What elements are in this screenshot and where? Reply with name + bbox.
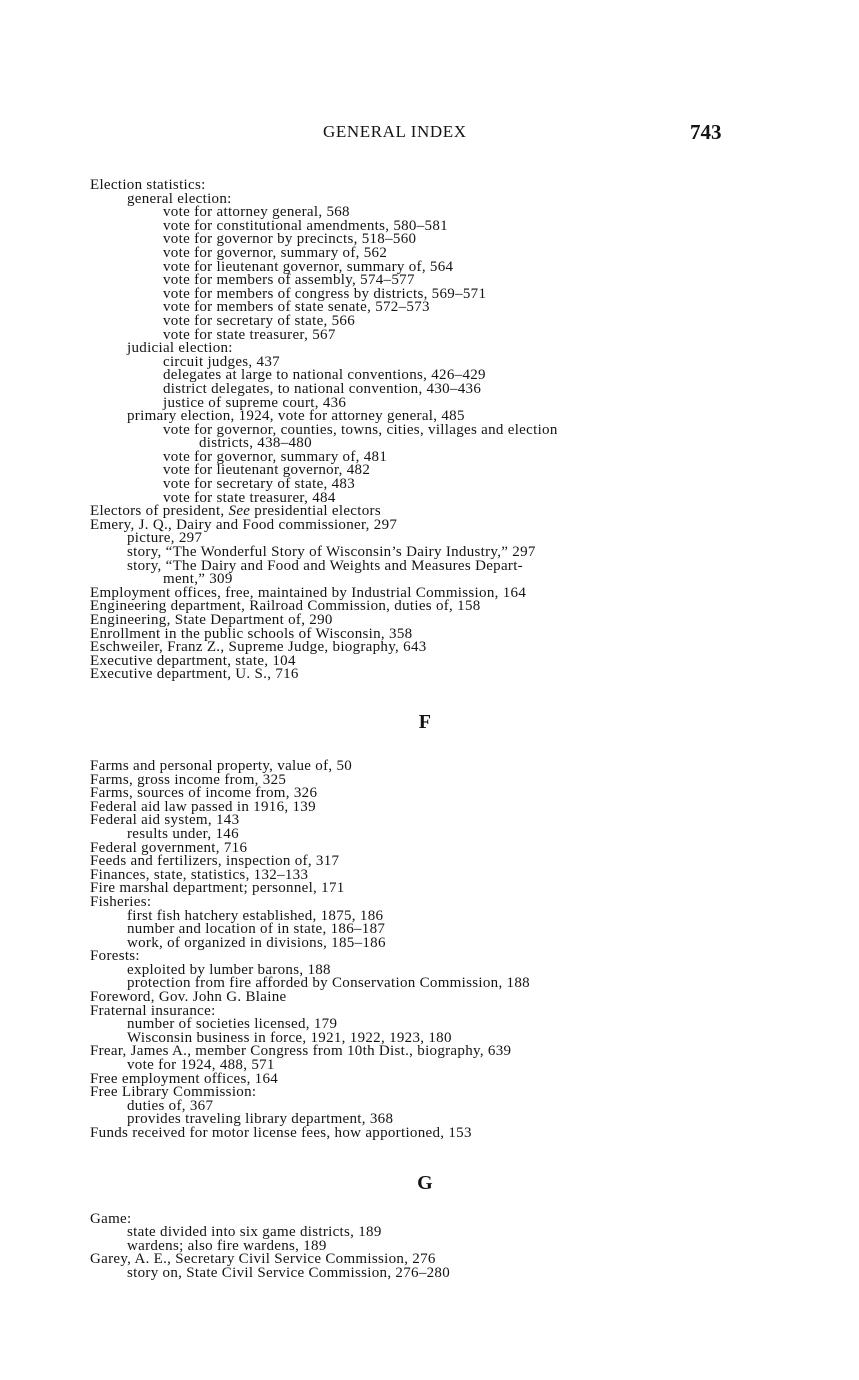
index-entry: Farms, gross income from, 325 — [90, 771, 287, 788]
index-entry: Emery, J. Q., Dairy and Food commissioner, 297 — [90, 516, 398, 533]
index-entry: provides traveling library department, 368 — [127, 1111, 394, 1128]
index-entry: Federal government, 716 — [90, 839, 248, 856]
index-entry: delegates at large to national conventions, 426–429 — [163, 367, 486, 384]
index-entry: vote for governor, summary of, 562 — [163, 244, 388, 261]
index-entry: Frear, James A., member Congress from 10th Dist., biography, 639 — [90, 1043, 512, 1060]
index-entry: vote for secretary of state, 483 — [163, 476, 356, 493]
index-entry: Free Library Commission: — [90, 1084, 257, 1101]
section-heading-f: F — [418, 710, 432, 733]
index-entry: Fire marshal department; personnel, 171 — [90, 880, 345, 897]
index-entry: Feeds and fertilizers, inspection of, 317 — [90, 853, 340, 870]
index-entry: general election: — [127, 190, 232, 207]
running-title: GENERAL INDEX — [323, 122, 467, 141]
index-entry: results under, 146 — [127, 825, 239, 842]
index-entry: Federal aid system, 143 — [90, 812, 240, 829]
index-entry: vote for governor by precincts, 518–560 — [163, 231, 417, 248]
index-entry: vote for 1924, 488, 571 — [127, 1057, 275, 1074]
index-body — [90, 179, 740, 1281]
section-heading-g: G — [417, 1171, 433, 1194]
index-block-f — [90, 757, 740, 1141]
index-entry: Eschweiler, Franz Z., Supreme Judge, biography, 643 — [90, 639, 427, 656]
index-entry: Employment offices, free, maintained by Industrial Commission, 164 — [90, 584, 527, 601]
index-entry: number and location of in state, 186–187 — [127, 921, 386, 938]
index-entry: Electors of president, See presidential electors — [90, 503, 381, 520]
index-entry: Garey, A. E., Secretary Civil Service Commission, 276 — [90, 1251, 436, 1268]
index-entry: wardens; also fire wardens, 189 — [127, 1237, 327, 1254]
index-entry: vote for members of assembly, 574–577 — [163, 272, 415, 289]
index-entry: Enrollment in the public schools of Wisconsin, 358 — [90, 625, 413, 642]
index-entry: Engineering department, Railroad Commission, duties of, 158 — [90, 598, 481, 615]
index-entry: first fish hatchery established, 1875, 186 — [127, 907, 384, 924]
index-entry: circuit judges, 437 — [163, 353, 280, 370]
index-entry: vote for members of state senate, 572–573 — [163, 299, 430, 316]
index-entry: vote for constitutional amendments, 580–581 — [163, 217, 448, 234]
index-entry: Wisconsin business in force, 1921, 1922, 1923, 180 — [127, 1029, 452, 1046]
index-entry: story, “The Wonderful Story of Wisconsin’s Dairy Industry,” 297 — [127, 544, 536, 561]
index-entry: vote for governor, counties, towns, cities, villages and election — [163, 421, 558, 438]
index-entry: Engineering, State Department of, 290 — [90, 612, 333, 628]
page-number: 743 — [690, 120, 722, 144]
index-entry: districts, 438–480 — [199, 435, 312, 452]
index-entry: ment,” 309 — [163, 571, 233, 588]
index-entry: duties of, 367 — [127, 1097, 214, 1114]
index-entry: Federal aid law passed in 1916, 139 — [90, 798, 316, 815]
index-entry: Game: — [90, 1210, 132, 1227]
index-entry: Free employment offices, 164 — [90, 1070, 279, 1087]
index-entry: vote for secretary of state, 566 — [163, 312, 356, 329]
index-entry: work, of organized in divisions, 185–186 — [127, 934, 386, 951]
index-entry: primary election, 1924, vote for attorney general, 485 — [127, 408, 465, 425]
index-entry: vote for attorney general, 568 — [163, 204, 350, 221]
index-entry: judicial election: — [127, 340, 233, 357]
index-entry: district delegates, to national convention, 430–436 — [163, 380, 482, 397]
index-entry: Farms and personal property, value of, 50 — [90, 757, 353, 774]
index-entry: exploited by lumber barons, 188 — [127, 961, 331, 978]
index-entry: Farms, sources of income from, 326 — [90, 785, 318, 802]
index-entry: Executive department, U. S., 716 — [90, 666, 299, 683]
index-entry: Fisheries: — [90, 893, 152, 910]
index-entry: number of societies licensed, 179 — [127, 1016, 338, 1033]
index-entry: vote for governor, summary of, 481 — [163, 448, 388, 465]
index-entry: story, “The Dairy and Food and Weights and Measures Depart- — [127, 557, 523, 574]
index-entry: picture, 297 — [127, 530, 203, 547]
index-entry: state divided into six game districts, 189 — [127, 1224, 382, 1241]
index-entry: vote for state treasurer, 567 — [163, 326, 336, 343]
index-entry: Forests: — [90, 948, 140, 965]
index-entry: Election statistics: — [90, 177, 206, 193]
index-block-e — [90, 179, 740, 682]
index-entry: vote for state treasurer, 484 — [163, 489, 336, 506]
index-entry: justice of supreme court, 436 — [163, 394, 347, 411]
index-entry: Fraternal insurance: — [90, 1002, 216, 1019]
index-entry: protection from fire afforded by Conservation Commission, 188 — [127, 975, 530, 992]
index-entry: story on, State Civil Service Commission, 276–280 — [127, 1264, 451, 1281]
index-entry: vote for members of congress by districts, 569–571 — [163, 285, 487, 302]
index-entry: vote for lieutenant governor, summary of, 564 — [163, 258, 454, 275]
running-header — [0, 120, 859, 144]
index-entry: Funds received for motor license fees, how apportioned, 153 — [90, 1125, 472, 1141]
index-entry: vote for lieutenant governor, 482 — [163, 462, 371, 479]
index-entry: Foreword, Gov. John G. Blaine — [90, 989, 287, 1006]
index-block-g — [90, 1210, 740, 1281]
index-entry: Finances, state, statistics, 132–133 — [90, 866, 309, 883]
index-entry: Executive department, state, 104 — [90, 652, 296, 669]
